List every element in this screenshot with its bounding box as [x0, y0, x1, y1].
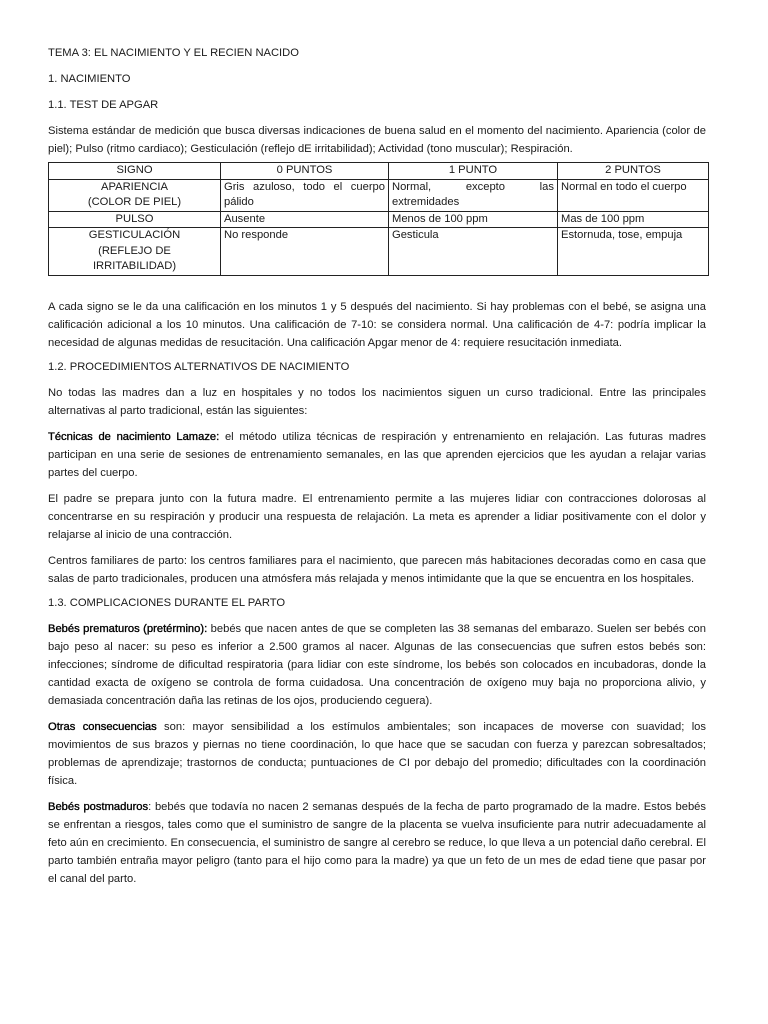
sign-line: (COLOR DE PIEL): [87, 196, 182, 208]
table-header-cell: 2 PUNTOS: [558, 163, 709, 180]
birth-centers-paragraph: Centros familiares de parto: los centros familiares para el nacimiento, que parecen más habitaciones decoradas como en casa que salas de parto tradicionales, producen una atmósfera más relajada y menos intimidante que la que se encuentra en los hospitales.: [48, 554, 706, 585]
other-consequences-paragraph: [48, 718, 706, 790]
document-title: TEMA 3: EL NACIMIENTO Y EL RECIEN NACIDO: [48, 47, 299, 59]
table-row: [49, 179, 709, 211]
father-paragraph: El padre se prepara junto con la futura madre. El entrenamiento permite a las mujeres lidiar con contracciones dolorosas al concentrarse en su respiración y producir una respuesta de relajación. La meta es aprender a lidiar positivamente con el dolor y relajarse al inicio de una contracción.: [48, 492, 706, 541]
lamaze-paragraph: [48, 428, 706, 482]
sign-line: APARIENCIA: [101, 180, 168, 193]
apgar-scoring-paragraph: A cada signo se le da una calificación en los minutos 1 y 5 después del nacimiento. Si hay problemas con el bebé, se asigna una calificación adicional a los 10 minutos. Una calificación de 7-10: se considera normal. Una calificación de 4-7: podría implicar la necesidad de algunas medidas de resucitación. Una calificación Apgar menor de 4: requiere resucitación inmediata.: [48, 300, 706, 349]
document-body: [48, 44, 706, 888]
sign-line: (REFLEJO DE: [98, 244, 171, 257]
apgar-table: [48, 162, 709, 276]
table-sign-cell: PULSO: [49, 211, 221, 228]
table-header-cell: SIGNO: [49, 163, 221, 180]
table-sign-cell: [49, 179, 221, 211]
table-cell: No responde: [221, 228, 389, 276]
table-cell: Gesticula: [389, 228, 558, 276]
section-heading-1-3: 1.3. COMPLICACIONES DURANTE EL PARTO: [48, 596, 286, 609]
postmature-paragraph: [48, 798, 706, 888]
premature-term: Bebés prematuros (pretérmino):: [48, 622, 208, 635]
alternatives-intro-paragraph: No todas las madres dan a luz en hospitales y no todos los nacimientos siguen un curso tradicional. Entre las principales alternativas al parto tradicional, están las siguientes:: [48, 386, 706, 417]
sign-line: GESTICULACIÓN: [88, 229, 181, 241]
premature-paragraph: [48, 620, 706, 710]
section-heading-1-1: 1.1. TEST DE APGAR: [48, 99, 159, 111]
table-header-row: [49, 163, 709, 180]
cell-text: Normal, excepto las extremidades: [392, 180, 554, 208]
table-cell: Estornuda, tose, empuja: [558, 228, 709, 276]
table-cell: Ausente: [221, 211, 389, 228]
table-cell: Normal en todo el cuerpo: [558, 179, 709, 211]
table-cell: Mas de 100 ppm: [558, 211, 709, 228]
apgar-intro-paragraph: Sistema estándar de medición que busca diversas indicaciones de buena salud en el momento del nacimiento. Apariencia (color de piel); Pulso (ritmo cardiaco); Gesticulación (reflejo dE irritabilidad); Actividad (tono muscular); Respiración.: [48, 125, 706, 155]
table-sign-cell: [49, 228, 221, 276]
other-consequences-text: son: mayor sensibilidad a los estímulos ambientales; son incapaces de moverse con suavidad; los movimientos de sus brazos y piernas no tiene coordinación, lo que hace que se sacudan con fuerza y parezcan sobresaltados; problemas de aprendizaje; trastornos de conducta; puntuaciones de CI por debajo del promedio; dificultades con la coordinación física.: [48, 720, 706, 787]
table-cell: [221, 179, 389, 211]
lamaze-term: Técnicas de nacimiento Lamaze:: [48, 430, 220, 443]
sign-line: IRRITABILIDAD): [92, 260, 177, 272]
table-cell: Menos de 100 ppm: [389, 211, 558, 228]
table-header-cell: 1 PUNTO: [389, 163, 558, 180]
table-header-cell: 0 PUNTOS: [221, 163, 389, 180]
table-row: [49, 211, 709, 228]
table-cell: [389, 179, 558, 211]
premature-text: bebés que nacen antes de que se completen las 38 semanas del embarazo. Suelen ser bebés con bajo peso al nacer: su peso es inferior a 2.500 gramos al nacer. Algunas de las consecuencias que sufren estos bebés son: infecciones; síndrome de dificultad respiratoria (para lidiar con este síndrome, los bebés son colocados en incubadoras, donde la cantidad exacta de oxígeno se controla de forma cuidadosa. Una concentración de oxígeno muy baja no proporciona alivio, y demasiada concentración daña las retinas de los ojos, produciendo ceguera).: [48, 622, 706, 707]
cell-text: Gris azuloso, todo el cuerpo pálido: [224, 180, 385, 208]
postmature-text: : bebés que todavía no nacen 2 semanas después de la fecha de parto programado de la madre. Estos bebés se enfrentan a riesgos, tales como que el suministro de sangre de la placenta se vuelva insuficiente para nutrir adecuadamente al feto aún en crecimiento. En consecuencia, el suministro de sangre al cerebro se reduce, lo que lleva a un potencial daño cerebral. El parto también entraña mayor peligro (tanto para el hijo como para la madre) ya que un feto de un mes de edad tiene que pasar por el canal del parto.: [48, 800, 706, 885]
other-consequences-term: Otras consecuencias: [48, 720, 157, 733]
table-row: [49, 228, 709, 276]
lamaze-text: el método utiliza técnicas de respiración y entrenamiento en relajación. Las futuras madres participan en una serie de sesiones de entrenamiento semanales, en las que aprenden ejercicios que les ayudan a relajar varias partes del cuerpo.: [48, 430, 707, 479]
section-heading-1-2: 1.2. PROCEDIMIENTOS ALTERNATIVOS DE NACIMIENTO: [48, 360, 350, 373]
postmature-term: Bebés postmaduros: [48, 800, 149, 813]
section-heading-1: 1. NACIMIENTO: [48, 73, 131, 85]
